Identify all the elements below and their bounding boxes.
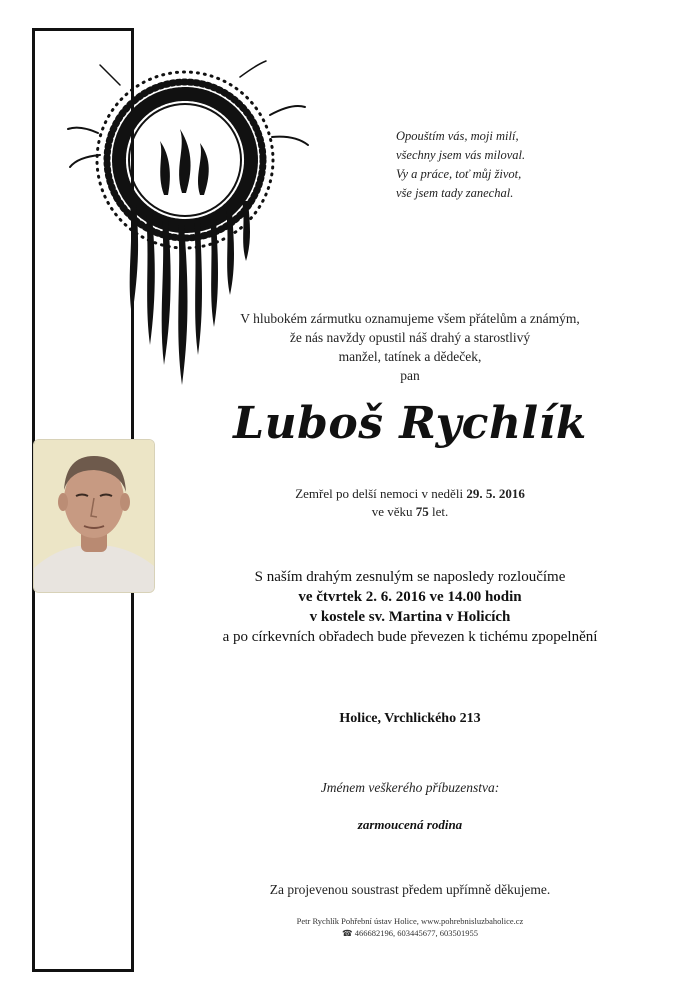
on-behalf-label: Jménem veškerého příbuzenstva: bbox=[320, 780, 500, 795]
age-value: 75 bbox=[415, 504, 429, 519]
death-prefix: Zemřel po delší nemoci v neděli bbox=[295, 486, 464, 501]
ceremony-info bbox=[150, 567, 670, 647]
family-signature: zarmoucená rodina bbox=[357, 817, 463, 832]
announcement-line: V hlubokém zármutku oznamujeme všem přátelům a známým, bbox=[240, 311, 580, 326]
age-suffix: let. bbox=[432, 504, 449, 519]
poem-line: všechny jsem vás miloval. bbox=[396, 148, 526, 162]
portrait-photo bbox=[34, 440, 154, 592]
death-date: 29. 5. 2016 bbox=[466, 486, 525, 501]
portrait-image bbox=[34, 440, 154, 592]
age-prefix: ve věku bbox=[371, 504, 413, 519]
death-info bbox=[150, 485, 670, 521]
ceremony-datetime: ve čtvrtek 2. 6. 2016 ve 14.00 hodin bbox=[298, 589, 522, 605]
deceased-name: Luboš Rychlík bbox=[233, 398, 587, 449]
phone-icon: ☎ bbox=[342, 928, 353, 938]
thanks-text: Za projevenou soustrast předem upřímně děkujeme. bbox=[269, 882, 551, 897]
poem-line: vše jsem tady zanechal. bbox=[396, 186, 514, 200]
footer-line: Petr Rychlík Pohřební ústav Holice, www.pohrebnisluzbaholice.cz bbox=[296, 916, 524, 926]
ceremony-intro: S naším drahým zesnulým se naposledy rozloučíme bbox=[254, 569, 566, 585]
ceremony-place: v kostele sv. Martina v Holicích bbox=[309, 609, 511, 625]
poem bbox=[396, 127, 636, 203]
poem-line: Opouštím vás, moji milí, bbox=[396, 129, 519, 143]
announcement-line: manžel, tatínek a dědeček, bbox=[338, 349, 482, 364]
poem-line: Vy a práce, toť můj život, bbox=[396, 167, 522, 181]
footer-phones: 466682196, 603445677, 603501955 bbox=[354, 928, 478, 938]
ceremony-after: a po církevních obřadech bude převezen k tichému zpopelnění bbox=[222, 629, 598, 645]
announcement-line: pan bbox=[400, 368, 420, 383]
address: Holice, Vrchlického 213 bbox=[339, 711, 481, 726]
announcement bbox=[150, 309, 670, 385]
footer bbox=[150, 915, 670, 939]
announcement-line: že nás navždy opustil náš drahý a starostlivý bbox=[289, 330, 531, 345]
